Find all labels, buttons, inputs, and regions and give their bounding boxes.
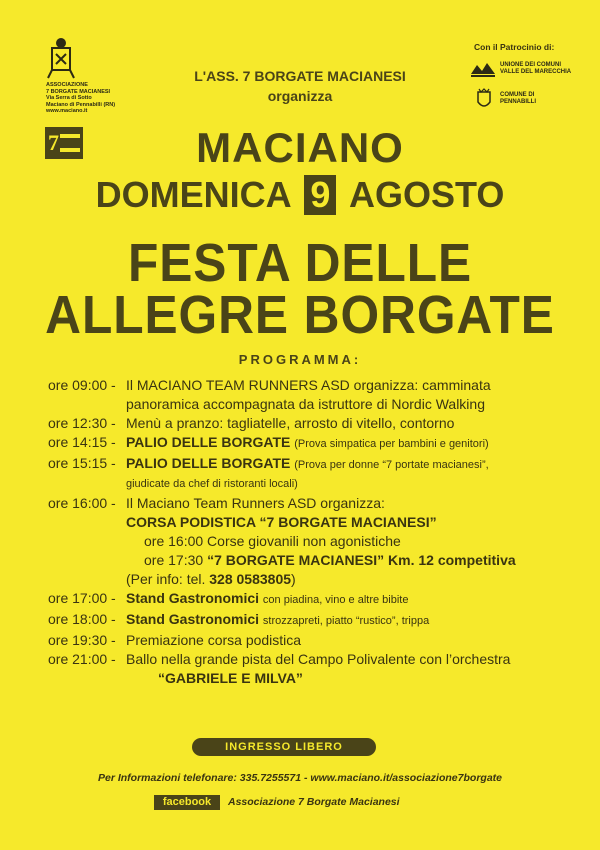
program-time: ore 14:15 - — [48, 434, 116, 450]
contact-info: Per Informazioni telefonare: 335.7255571 - www.maciano.it/associazione7borgate — [97, 772, 502, 784]
program-highlight: PALIO DELLE BORGATE — [126, 455, 291, 471]
program-note: strozzapreti, piatto “rustico”, trippa — [262, 615, 430, 627]
program-heading: PROGRAMMA: — [238, 352, 362, 367]
race-main — [144, 551, 568, 570]
program-item — [48, 433, 568, 454]
program-item — [48, 494, 568, 589]
organizer-name: L'ASS. 7 BORGATE MACIANESI — [194, 68, 406, 84]
race-phone: 328 0583805 — [209, 571, 292, 587]
program-text — [126, 433, 568, 454]
program-time: ore 19:30 - — [48, 632, 116, 648]
program-time: ore 17:00 - — [48, 590, 116, 606]
organizer-verb: organizza — [267, 88, 333, 104]
program-item — [48, 589, 568, 610]
month-name: AGOSTO — [349, 174, 505, 215]
race-info — [126, 570, 568, 589]
comune-line: COMUNE DI — [500, 92, 535, 98]
unione-line: VALLE DEL MARECCHIA — [500, 69, 572, 75]
day-name: DOMENICA — [95, 174, 291, 215]
program-highlight: Stand Gastronomici — [126, 611, 260, 627]
race-youth: ore 16:00 Corse giovanili non agonistiche — [144, 533, 401, 549]
program-item — [48, 414, 568, 433]
patronage-label: Con il Patrocinio di: — [474, 42, 555, 52]
svg-text:7: 7 — [48, 130, 59, 155]
program-text: Menù a pranzo: tagliatelle, arrosto di vitello, contorno — [126, 415, 455, 431]
program-time: ore 12:30 - — [48, 415, 116, 431]
race-info-label: (Per info: tel. — [126, 571, 206, 587]
program-text: Premiazione corsa podistica — [126, 632, 302, 648]
program-time: ore 16:00 - — [48, 495, 116, 511]
program-text — [126, 454, 568, 475]
program-item — [48, 454, 568, 494]
program-text — [126, 589, 568, 610]
event-title-line1: FESTA DELLE — [127, 233, 473, 293]
free-entry-badge: INGRESSO LIBERO — [192, 738, 376, 756]
program-item — [48, 376, 568, 414]
program-text: Il Maciano Team Runners ASD organizza: — [126, 495, 385, 511]
assoc-line: Via Serra di Sotto — [46, 95, 92, 101]
assoc-line: 7 BORGATE MACIANESI — [46, 88, 111, 95]
program-text: Ballo nella grande pista del Campo Polivalente con l’orchestra — [126, 651, 511, 667]
program-list — [48, 376, 568, 688]
program-text-cont: panoramica accompagnata da istruttore di Nordic Walking — [126, 396, 485, 412]
program-note: con piadina, vino e altre bibite — [262, 594, 409, 606]
program-item — [48, 610, 568, 631]
race-time: ore 17:30 — [144, 552, 204, 568]
assoc-line: ASSOCIAZIONE — [46, 82, 88, 88]
race-name: “7 BORGATE MACIANESI” Km. 12 competitiva — [207, 552, 516, 568]
facebook-page-name: Associazione 7 Borgate Macianesi — [228, 796, 400, 808]
program-note: (Prova simpatica per bambini e genitori) — [294, 438, 489, 450]
program-time: ore 09:00 - — [48, 377, 116, 393]
day-number-badge: 9 — [304, 175, 336, 215]
program-time: ore 18:00 - — [48, 611, 116, 627]
orchestra-name: “GABRIELE E MILVA” — [158, 670, 303, 686]
assoc-line: www.maciano.it — [46, 108, 88, 114]
program-highlight: Stand Gastronomici — [126, 590, 260, 606]
program-text — [126, 610, 568, 631]
facebook-badge: facebook — [154, 795, 220, 810]
race-info-close: ) — [291, 571, 296, 587]
program-time: ore 15:15 - — [48, 455, 116, 471]
program-text: Il MACIANO TEAM RUNNERS ASD organizza: camminata — [126, 377, 491, 393]
program-item — [48, 650, 568, 688]
assoc-line: Maciano di Pennabilli (RN) — [46, 101, 116, 108]
program-note: (Prova per donne “7 portate macianesi”, — [294, 459, 489, 471]
unione-line: UNIONE DEI COMUNI — [500, 62, 562, 68]
comune-line: PENNABILLI — [500, 99, 536, 105]
program-time: ore 21:00 - — [48, 651, 116, 667]
program-highlight: PALIO DELLE BORGATE — [126, 434, 291, 450]
town-name: MACIANO — [196, 124, 404, 171]
race-title: CORSA PODISTICA “7 BORGATE MACIANESI” — [126, 514, 437, 530]
event-title-line2: ALLEGRE BORGATE — [45, 285, 555, 345]
event-date — [0, 174, 600, 216]
program-item — [48, 631, 568, 650]
program-text-cont: giudicate da chef di ristoranti locali) — [126, 478, 298, 490]
